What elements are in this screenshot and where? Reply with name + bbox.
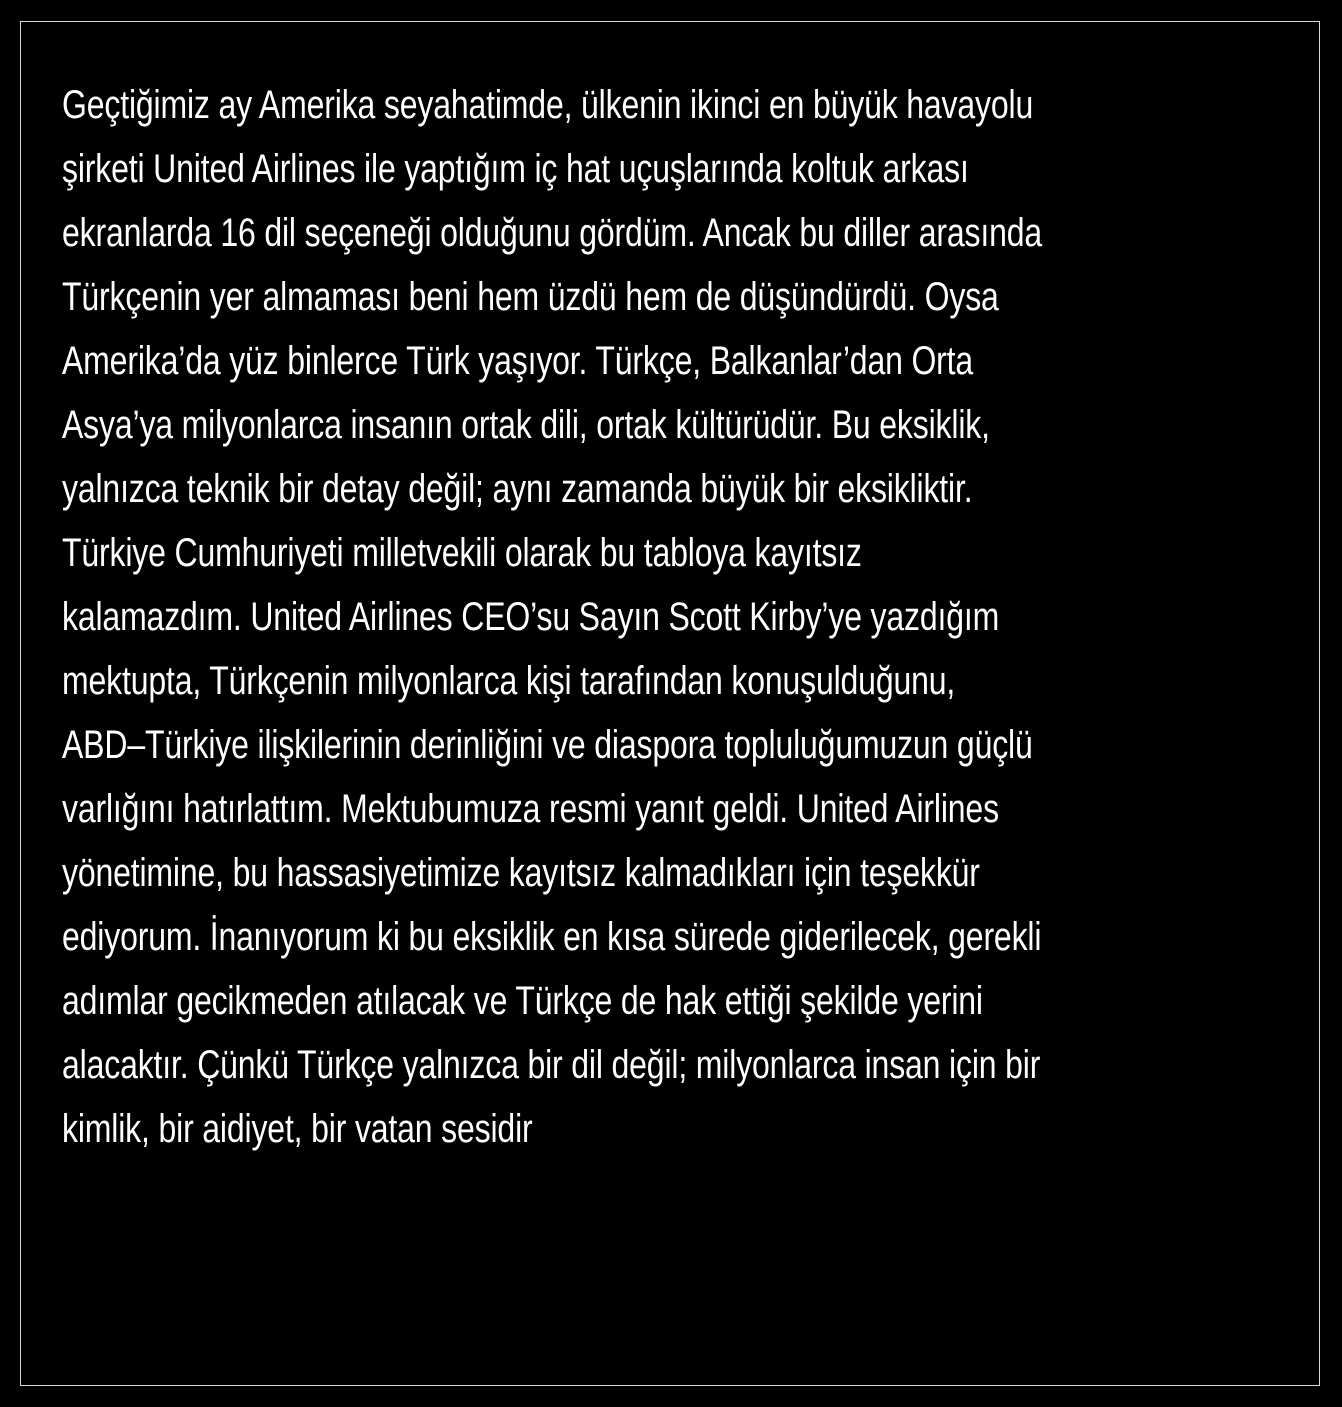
- paragraph-line-12: varlığını hatırlattım. Mektubumuza resmi yanıt geldi. United Airlines: [62, 787, 999, 831]
- paragraph-line-17: kimlik, bir aidiyet, bir vatan sesidir: [62, 1107, 533, 1151]
- paragraph-line-15: adımlar gecikmeden atılacak ve Türkçe de hak ettiği şekilde yerini: [62, 979, 983, 1023]
- paragraph-line-3: ekranlarda 16 dil seçeneği olduğunu gördüm. Ancak bu diller arasında: [62, 211, 1042, 255]
- paragraph-line-14: ediyorum. İnanıyorum ki bu eksiklik en kısa sürede giderilecek, gerekli: [62, 915, 1042, 959]
- paragraph-line-16: alacaktır. Çünkü Türkçe yalnızca bir dil değil; milyonlarca insan için bir: [62, 1043, 1041, 1087]
- paragraph-line-10: mektupta, Türkçenin milyonlarca kişi tarafından konuşulduğunu,: [62, 659, 956, 703]
- paragraph-line-5: Amerika’da yüz binlerce Türk yaşıyor. Türkçe, Balkanlar’dan Orta: [62, 339, 974, 383]
- paragraph-line-1: Geçtiğimiz ay Amerika seyahatimde, ülkenin ikinci en büyük havayolu: [62, 83, 1034, 127]
- paragraph-line-11: ABD–Türkiye ilişkilerinin derinliğini ve diaspora topluluğumuzun güçlü: [62, 723, 1033, 767]
- paragraph-line-8: Türkiye Cumhuriyeti milletvekili olarak bu tabloya kayıtsız: [62, 531, 862, 575]
- paragraph-line-2: şirketi United Airlines ile yaptığım iç hat uçuşlarında koltuk arkası: [62, 147, 969, 191]
- paragraph-line-4: Türkçenin yer almaması beni hem üzdü hem de düşündürdü. Oysa: [62, 275, 999, 319]
- statement-paragraph: [62, 73, 1054, 1161]
- paragraph-line-7: yalnızca teknik bir detay değil; aynı zamanda büyük bir eksikliktir.: [62, 467, 973, 511]
- paragraph-line-13: yönetimine, bu hassasiyetimize kayıtsız kalmadıkları için teşekkür: [62, 851, 980, 895]
- paragraph-line-9: kalamazdım. United Airlines CEO’su Sayın Scott Kirby’ye yazdığım: [62, 595, 1000, 639]
- paragraph-line-6: Asya’ya milyonlarca insanın ortak dili, ortak kültürüdür. Bu eksiklik,: [62, 403, 990, 447]
